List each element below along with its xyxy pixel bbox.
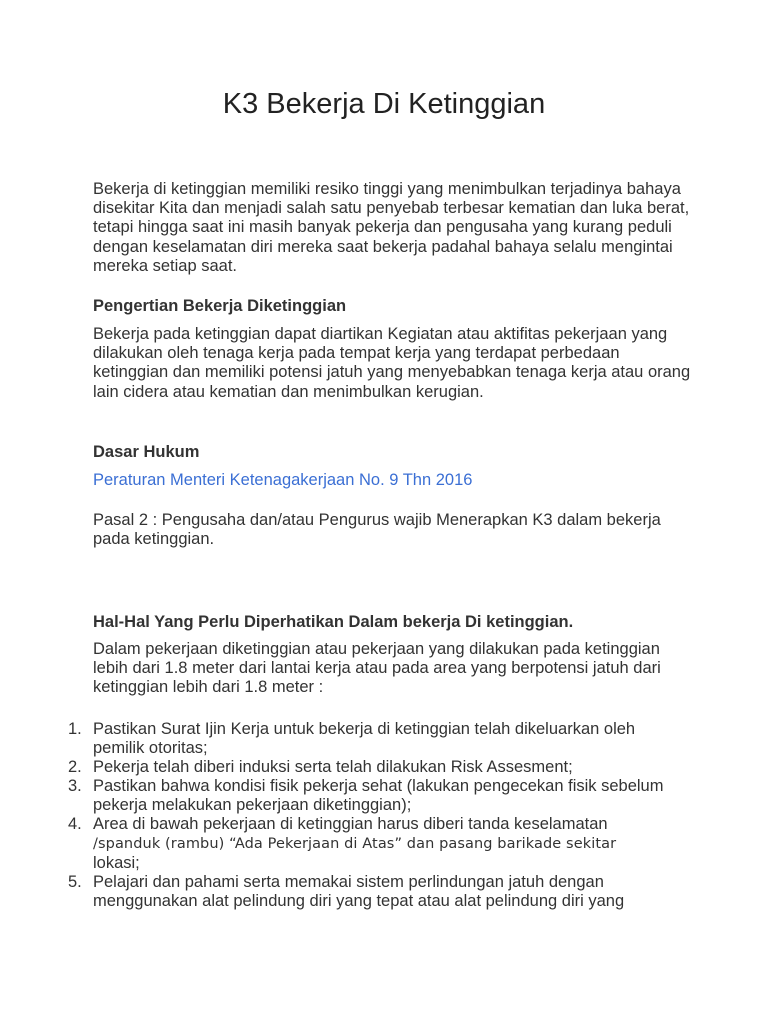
considerations-list xyxy=(0,720,700,911)
list-item-text xyxy=(93,815,683,873)
considerations-intro: Dalam pekerjaan diketinggian atau pekerjaan yang dilakukan pada ketinggian lebih dari 1.8 meter dari lantai kerja atau pada area yang berpotensi jatuh dari ketinggian lebih dari 1.8 meter : xyxy=(93,640,661,697)
list-item-text-part: Area di bawah pekerjaan di ketinggian harus diberi tanda keselamatan xyxy=(93,815,608,833)
list-item-text: Pastikan Surat Ijin Kerja untuk bekerja di ketinggian telah dikeluarkan oleh pemilik otoritas; xyxy=(93,720,636,757)
regulation-link[interactable]: Peraturan Menteri Ketenagakerjaan No. 9 Thn 2016 xyxy=(93,471,473,489)
intro-paragraph: Bekerja di ketinggian memiliki resiko tinggi yang menimbulkan terjadinya bahaya disekitar Kita dan menjadi salah satu penyebab terbesar kematian dan luka berat, tetapi hingga saat ini masih banyak pekerja dan pengusaha yang kurang peduli dengan keselamatan diri mereka saat bekerja padahal bahaya selalu mengintai mereka setiap saat. xyxy=(93,180,690,275)
section-heading-considerations: Hal-Hal Yang Perlu Diperhatikan Dalam bekerja Di ketinggian. xyxy=(93,613,574,631)
list-item-number: 5. xyxy=(68,873,82,891)
list-item xyxy=(0,777,700,815)
section-heading-definition: Pengertian Bekerja Diketinggian xyxy=(93,297,347,315)
list-item-text-part: lokasi; xyxy=(93,854,140,872)
page-title: K3 Bekerja Di Ketinggian xyxy=(222,88,546,120)
list-item-text: Pekerja telah diberi induksi serta telah dilakukan Risk Assesment; xyxy=(93,758,573,776)
list-item-text-part: /spanduk (rambu) “Ada Pekerjaan di Atas” dan pasang barikade sekitar xyxy=(93,836,617,852)
list-item-number: 1. xyxy=(68,720,82,738)
list-item-number: 3. xyxy=(68,777,82,795)
list-item-text: Pastikan bahwa kondisi fisik pekerja sehat (lakukan pengecekan fisik sebelum pekerja melakukan pekerjaan diketinggian); xyxy=(93,777,664,814)
list-item xyxy=(0,758,700,777)
list-item xyxy=(0,873,700,911)
definition-paragraph: Bekerja pada ketinggian dapat diartikan Kegiatan atau aktifitas pekerjaan yang dilakukan oleh tenaga kerja pada tempat kerja yang terdapat perbedaan ketinggian dan memiliki potensi jatuh yang menyebabkan tenaga kerja atau orang lain cidera atau kematian dan menimbulkan kerugian. xyxy=(93,325,691,401)
list-item-number: 4. xyxy=(68,815,82,833)
article-paragraph: Pasal 2 : Pengusaha dan/atau Pengurus wajib Menerapkan K3 dalam bekerja pada ketinggian. xyxy=(93,511,661,549)
list-item xyxy=(0,720,700,758)
section-heading-legal-basis: Dasar Hukum xyxy=(93,443,200,461)
list-item-number: 2. xyxy=(68,758,82,776)
list-item xyxy=(0,815,700,873)
list-item-text: Pelajari dan pahami serta memakai sistem perlindungan jatuh dengan menggunakan alat pelindung diri yang tepat atau alat pelindung diri yang xyxy=(93,873,625,910)
